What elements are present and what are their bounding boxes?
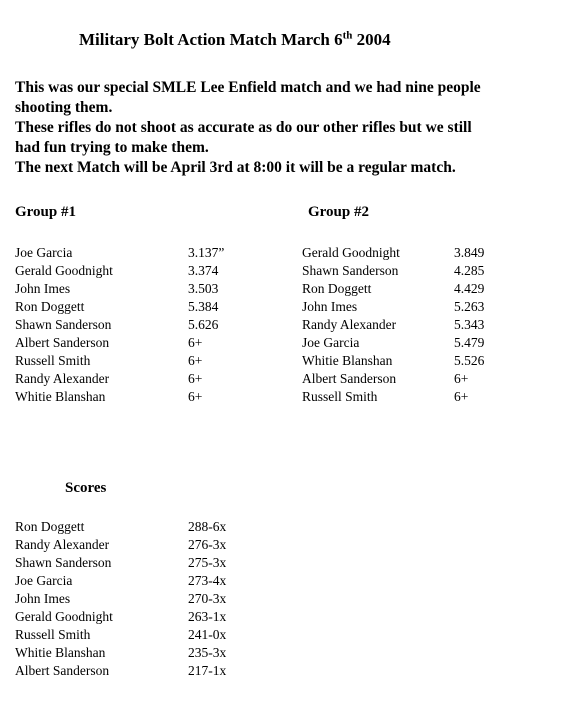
shooter-name: Ron Doggett [302,281,372,296]
intro-line: had fun trying to make them. [15,139,209,156]
result-value: 276-3x [188,537,227,552]
shooter-name: Shawn Sanderson [15,317,112,332]
scores-heading: Scores [65,480,107,496]
shooter-name: Shawn Sanderson [302,263,399,278]
shooter-name: Albert Sanderson [302,371,397,386]
result-value: 273-4x [188,573,227,588]
shooter-name: Joe Garcia [302,335,360,350]
result-value: 217-1x [188,663,227,678]
result-value: 275-3x [188,555,227,570]
result-value: 6+ [188,335,203,350]
result-value: 5.384 [188,299,219,314]
result-value: 6+ [188,371,203,386]
title-superscript: th [342,29,353,42]
shooter-name: Gerald Goodnight [302,245,400,260]
title-year: 2004 [352,30,391,49]
result-value: 263-1x [188,609,227,624]
shooter-name: Randy Alexander [15,371,110,386]
shooter-name: John Imes [15,591,71,606]
group1-heading: Group #1 [15,204,76,220]
shooter-name: Whitie Blanshan [15,645,106,660]
shooter-name: Gerald Goodnight [15,263,113,278]
result-value: 4.429 [454,281,485,296]
result-value: 3.137” [188,245,225,260]
result-value: 4.285 [454,263,485,278]
shooter-name: Gerald Goodnight [15,609,113,624]
shooter-name: John Imes [15,281,71,296]
result-value: 3.849 [454,245,485,260]
shooter-name: Joe Garcia [15,245,73,260]
shooter-name: John Imes [302,299,358,314]
shooter-name: Russell Smith [15,627,91,642]
result-value: 5.526 [454,353,485,368]
result-value: 5.626 [188,317,219,332]
intro-line: These rifles do not shoot as accurate as do our other rifles but we still [15,119,472,136]
intro-line: The next Match will be April 3rd at 8:00 it will be a regular match. [15,159,456,176]
shooter-name: Albert Sanderson [15,663,110,678]
shooter-name: Shawn Sanderson [15,555,112,570]
result-value: 6+ [188,353,203,368]
result-value: 241-0x [188,627,227,642]
page-title [79,30,391,50]
intro-line: shooting them. [15,99,113,116]
result-value: 3.374 [188,263,219,278]
intro-line: This was our special SMLE Lee Enfield match and we had nine people [15,79,481,96]
result-value: 3.503 [188,281,219,296]
shooter-name: Albert Sanderson [15,335,110,350]
result-value: 6+ [454,389,469,404]
shooter-name: Randy Alexander [302,317,397,332]
result-value: 5.263 [454,299,485,314]
group2-heading: Group #2 [308,204,369,220]
shooter-name: Russell Smith [302,389,378,404]
result-value: 235-3x [188,645,227,660]
shooter-name: Ron Doggett [15,519,85,534]
result-value: 6+ [454,371,469,386]
shooter-name: Joe Garcia [15,573,73,588]
result-value: 270-3x [188,591,227,606]
shooter-name: Randy Alexander [15,537,110,552]
result-value: 5.479 [454,335,485,350]
shooter-name: Whitie Blanshan [15,389,106,404]
result-value: 6+ [188,389,203,404]
shooter-name: Russell Smith [15,353,91,368]
result-value: 288-6x [188,519,227,534]
intro-paragraph [15,78,565,178]
result-value: 5.343 [454,317,485,332]
shooter-name: Ron Doggett [15,299,85,314]
shooter-name: Whitie Blanshan [302,353,393,368]
title-text: Military Bolt Action Match March 6 [79,30,343,49]
